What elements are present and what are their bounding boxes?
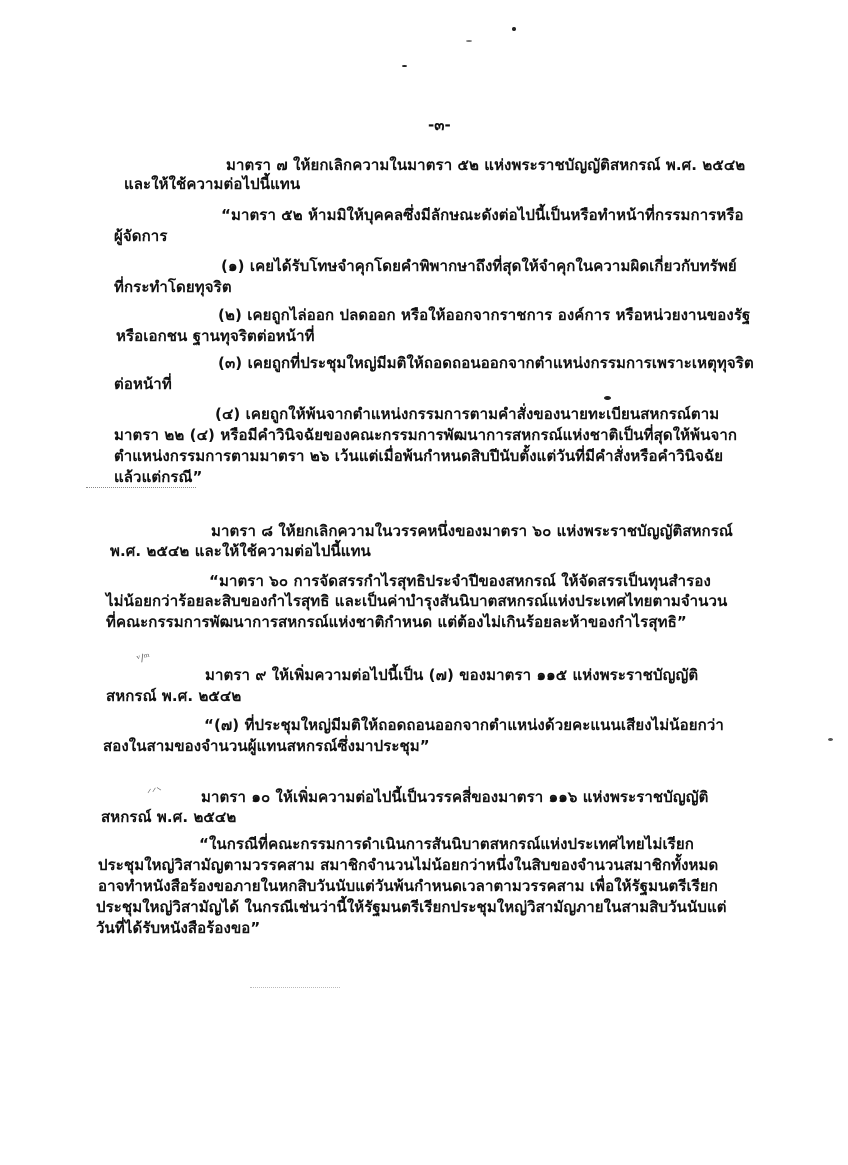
- section-10-line-3: “ในกรณีที่คณะกรรมการดำเนินการสันนิบาตสหกรณ์แห่งประเทศไทยไม่เรียก: [199, 835, 694, 853]
- scan-dotted-mark: [250, 987, 340, 988]
- section-8-line-2: พ.ศ. ๒๕๔๒ และให้ใช้ความต่อไปนี้แทน: [110, 542, 371, 560]
- section-7-line-6: ที่กระทำโดยทุจริต: [114, 278, 232, 296]
- scan-speck: [402, 65, 407, 67]
- scan-speck: [828, 738, 833, 741]
- section-9-line-4: สองในสามของจำนวนผู้แทนสหกรณ์ซึ่งมาประชุม”: [103, 737, 430, 755]
- section-7-line-1: มาตรา ๗ ให้ยกเลิกความในมาตรา ๕๒ แห่งพระราชบัญญัติสหกรณ์ พ.ศ. ๒๕๔๒: [226, 156, 746, 174]
- section-10-line-1: มาตรา ๑๐ ให้เพิ่มความต่อไปนี้เป็นวรรคสี่ของมาตรา ๑๑๖ แห่งพระราชบัญญัติ: [201, 788, 709, 806]
- page-number: -๓-: [428, 116, 451, 134]
- section-7-line-3: “มาตรา ๕๒ ห้ามมิให้บุคคลซึ่งมีลักษณะดังต่อไปนี้เป็นหรือทำหน้าที่กรรมการหรือ: [221, 206, 744, 224]
- section-8-line-4: ไม่น้อยกว่าร้อยละสิบของกำไรสุทธิ และเป็นค่าบำรุงสันนิบาตสหกรณ์แห่งประเทศไทยตามจำนวน: [106, 592, 728, 610]
- handwritten-mark: ᵛ/ᵐ: [136, 651, 152, 666]
- section-10-line-4: ประชุมใหญ่วิสามัญตามวรรคสาม สมาชิกจำนวนไม่น้อยกว่าหนึ่งในสิบของจำนวนสมาชิกทั้งหมด: [98, 856, 719, 874]
- section-10-line-6: ประชุมใหญ่วิสามัญได้ ในกรณีเช่นว่านี้ให้รัฐมนตรีเรียกประชุมใหญ่วิสามัญภายในสามสิบวันนับแต่: [96, 898, 727, 916]
- section-8-line-3: “มาตรา ๖๐ การจัดสรรกำไรสุทธิประจำปีของสหกรณ์ ให้จัดสรรเป็นทุนสำรอง: [209, 572, 711, 590]
- section-8-line-5: ที่คณะกรรมการพัฒนาการสหกรณ์แห่งชาติกำหนด แต่ต้องไม่เกินร้อยละห้าของกำไรสุทธิ”: [106, 613, 687, 631]
- section-7-line-10: ต่อหน้าที่: [114, 375, 172, 393]
- section-7-line-5: (๑) เคยได้รับโทษจำคุกโดยคำพิพากษาถึงที่สุดให้จำคุกในความผิดเกี่ยวกับทรัพย์: [221, 257, 737, 275]
- section-9-line-1: มาตรา ๙ ให้เพิ่มความต่อไปนี้เป็น (๗) ของมาตรา ๑๑๕ แห่งพระราชบัญญัติ: [205, 666, 699, 684]
- scan-speck: [512, 27, 516, 31]
- section-10-line-2: สหกรณ์ พ.ศ. ๒๕๔๒: [101, 808, 237, 826]
- section-10-line-5: อาจทำหนังสือร้องขอภายในหกสิบวันนับแต่วันพ้นกำหนดเวลาตามวรรคสาม เพื่อให้รัฐมนตรีเรียก: [98, 877, 718, 895]
- section-7-line-13: ตำแหน่งกรรมการตามมาตรา ๒๖ เว้นแต่เมื่อพ้นกำหนดสิบปีนับตั้งแต่วันที่มีคำสั่งหรือคำวินิจฉัย: [114, 447, 724, 465]
- handwritten-mark: ⸝⸝⸜: [145, 781, 163, 796]
- scan-dotted-mark: [86, 487, 196, 488]
- scan-speck: [466, 40, 472, 42]
- section-7-line-12: มาตรา ๒๒ (๔) หรือมีคำวินิจฉัยของคณะกรรมการพัฒนาการสหกรณ์แห่งชาติเป็นที่สุดให้พ้นจาก: [114, 426, 738, 444]
- section-9-line-3: “(๗) ที่ประชุมใหญ่มีมติให้ถอดถอนออกจากตำแหน่งด้วยคะแนนเสียงไม่น้อยกว่า: [204, 716, 724, 734]
- section-8-line-1: มาตรา ๘ ให้ยกเลิกความในวรรคหนึ่งของมาตรา ๖๐ แห่งพระราชบัญญัติสหกรณ์: [211, 522, 733, 540]
- section-7-line-9: (๓) เคยถูกที่ประชุมใหญ่มีมติให้ถอดถอนออกจากตำแหน่งกรรมการเพราะเหตุทุจริต: [218, 354, 754, 372]
- section-7-line-8: หรือเอกชน ฐานทุจริตต่อหน้าที่: [116, 327, 315, 345]
- section-9-line-2: สหกรณ์ พ.ศ. ๒๕๔๒: [106, 687, 242, 705]
- section-10-line-7: วันที่ได้รับหนังสือร้องขอ”: [96, 919, 261, 937]
- section-7-line-2: และให้ใช้ความต่อไปนี้แทน: [124, 175, 301, 193]
- section-7-line-7: (๒) เคยถูกไล่ออก ปลดออก หรือให้ออกจากราชการ องค์การ หรือหน่วยงานของรัฐ: [218, 306, 751, 324]
- section-7-line-11: (๔) เคยถูกให้พ้นจากตำแหน่งกรรมการตามคำสั่งของนายทะเบียนสหกรณ์ตาม: [215, 405, 720, 423]
- scan-speck: [604, 396, 611, 400]
- section-7-line-4: ผู้จัดการ: [114, 227, 168, 245]
- section-7-line-14: แล้วแต่กรณี”: [114, 468, 203, 486]
